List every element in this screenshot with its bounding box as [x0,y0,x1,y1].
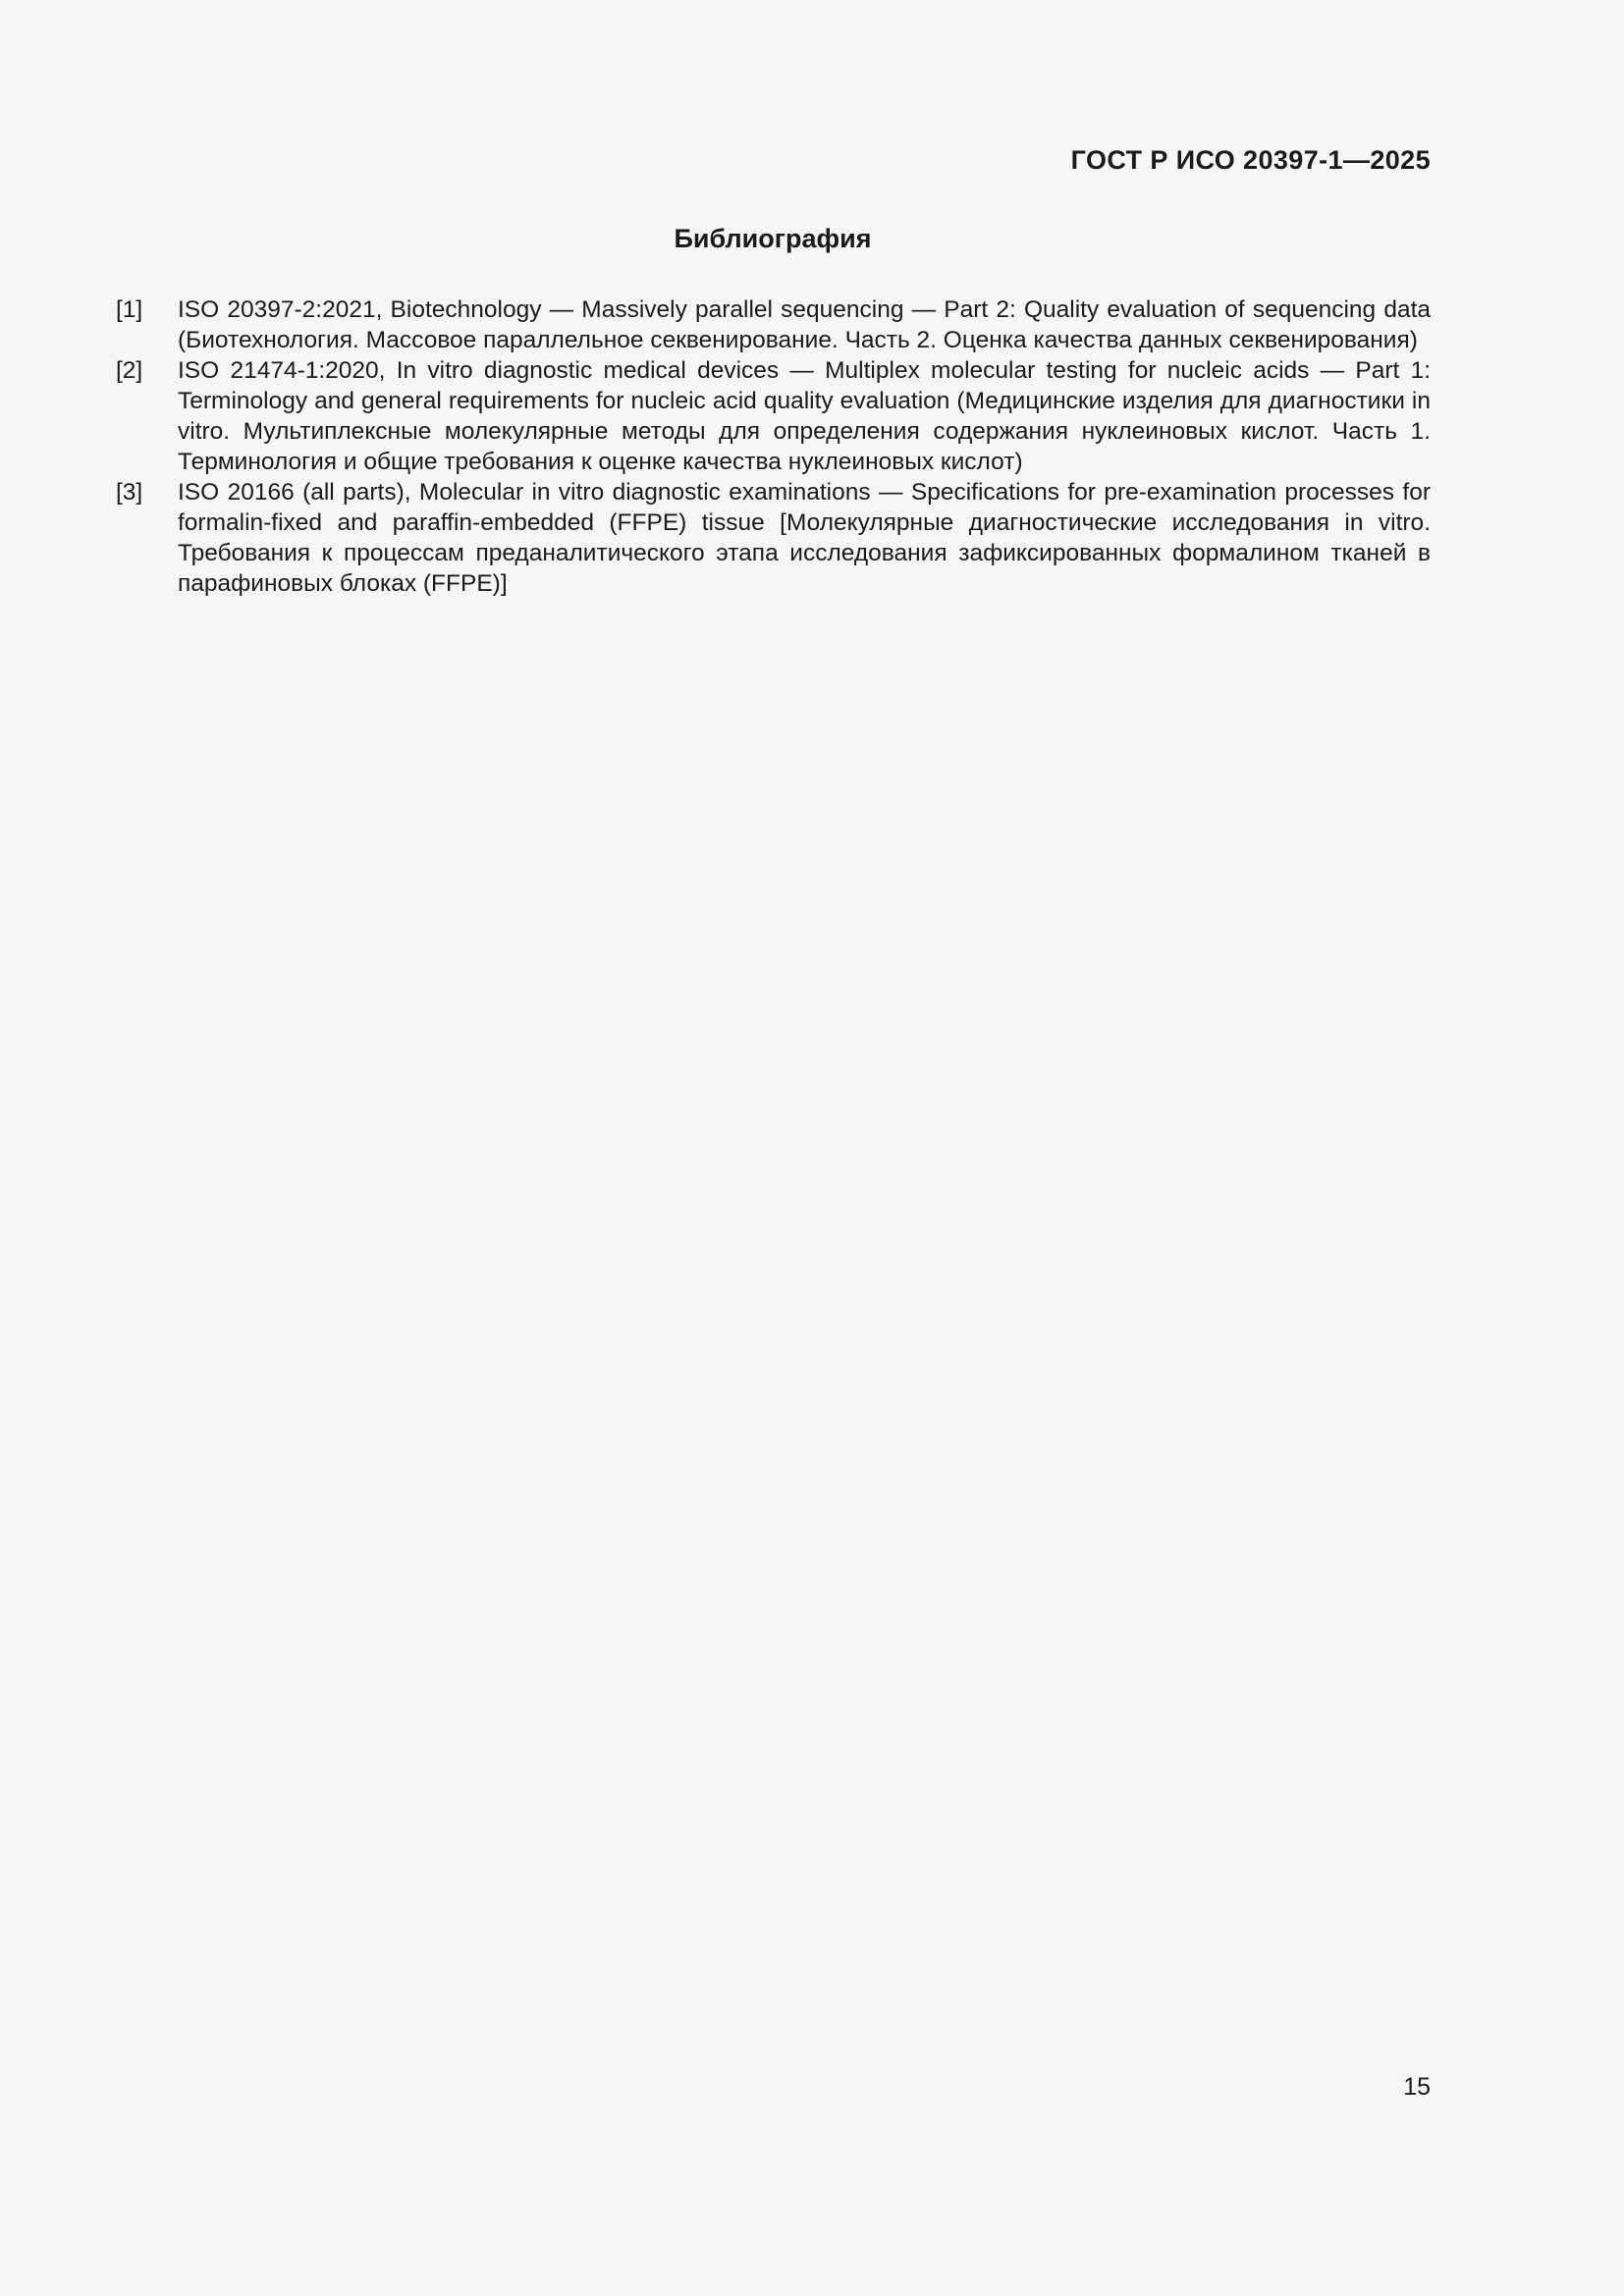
bibliography-entry [116,477,1431,599]
section-title: Библиография [674,224,872,253]
bibliography-entry-text: ISO 20166 (all parts), Molecular in vitro diagnostic examinations — Specifications for pre-examination processes for formalin-fixed and paraffin-embedded (FFPE) tissue [Молекулярные диагностические исследования in vitro. Требования к процессам преданалитического этапа исследования зафиксированных формалином тканей в парафиновых блоках (FFPE)] [178,479,1431,597]
bibliography-entry [116,294,1431,355]
document-code-header: ГОСТ Р ИСО 20397-1—2025 [1070,145,1431,175]
bibliography-entry-number: [2] [116,357,143,384]
bibliography-entry-text: ISO 20397-2:2021, Biotechnology — Massively parallel sequencing — Part 2: Quality evaluation of sequencing data (Биотехнология. Массовое параллельное секвенирование. Часть 2. Оценка качества данных секвенирования) [178,296,1431,353]
page-number: 15 [1403,2073,1431,2101]
bibliography-entry-text: ISO 21474-1:2020, In vitro diagnostic medical devices — Multiplex molecular testing for nucleic acids — Part 1: Terminology and general requirements for nucleic acid quality evaluation (Медицинские изделия для диагностики in vitro. Мультиплексные молекулярные методы для определения содержания нуклеиновых кислот. Часть 1. Терминология и общие требования к оценке качества нуклеиновых кислот) [178,357,1431,475]
bibliography-entry [116,355,1431,477]
bibliography-entry-number: [3] [116,479,143,506]
bibliography-entry-number: [1] [116,296,143,323]
bibliography-list [116,294,1431,599]
